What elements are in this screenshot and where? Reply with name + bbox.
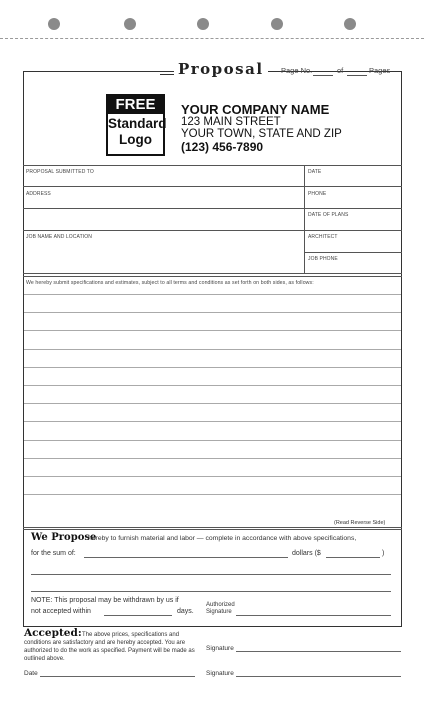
acceptance-signature-label: Signature (206, 645, 234, 652)
perforation-line (0, 38, 424, 39)
days-line[interactable] (104, 615, 172, 616)
authorized-label: Authorized (206, 602, 235, 608)
spec-rule-line[interactable] (24, 312, 401, 313)
accepted-heading: Accepted: (24, 627, 82, 639)
acceptance-text: The above prices, specifications and conditions are satisfactory and are hereby accepted. You are authorized to do the work as specified. Payment will be made as outlined above. (24, 632, 195, 662)
grid-divider (304, 165, 305, 273)
address-label: ADDRESS (26, 191, 51, 197)
job-name-label: JOB NAME AND LOCATION (26, 234, 92, 240)
sum-words-line[interactable] (84, 557, 288, 558)
grid-line (23, 273, 402, 274)
grid-line (304, 252, 402, 253)
date-of-plans-label: DATE OF PLANS (308, 212, 349, 218)
grid-line (23, 208, 402, 209)
read-reverse-note: (Read Reverse Side) (334, 520, 386, 526)
logo-standard-text (108, 116, 167, 148)
logo-free-text: FREE (108, 96, 163, 114)
form-title: Proposal (174, 60, 268, 78)
phone-label: PHONE (308, 191, 327, 197)
authorized-signature-line[interactable] (236, 615, 391, 616)
propose-line[interactable] (31, 574, 391, 575)
punch-hole (48, 18, 60, 30)
date-label: DATE (308, 169, 322, 175)
we-propose-heading: We Propose (31, 532, 97, 543)
spec-rule-line[interactable] (24, 330, 401, 331)
acceptance-date-label: Date (24, 670, 38, 677)
logo-line-logo: Logo (119, 132, 152, 147)
spec-rule-line[interactable] (24, 458, 401, 459)
of-label: of (337, 66, 344, 75)
logo (106, 94, 165, 156)
grid-line (23, 230, 402, 231)
spec-rule-line[interactable] (24, 421, 401, 422)
dollars-amount-line[interactable] (326, 557, 380, 558)
grid-line (23, 527, 402, 528)
page-no-line[interactable] (313, 75, 333, 76)
spec-rule-line[interactable] (24, 349, 401, 350)
we-propose-text: hereby to furnish material and labor — complete in accordance with above specifications, (88, 535, 357, 542)
acceptance-signature-line-2[interactable] (236, 676, 401, 677)
authorized-signature-label: Signature (206, 609, 232, 615)
spec-rule-line[interactable] (24, 476, 401, 477)
spec-rule-line[interactable] (24, 494, 401, 495)
spec-rule-line[interactable] (24, 385, 401, 386)
acceptance-signature-label-2: Signature (206, 670, 234, 677)
logo-line-standard: Standard (108, 116, 167, 131)
punch-hole (344, 18, 356, 30)
title-rule (160, 74, 174, 75)
note-line-2b: days. (177, 608, 194, 615)
job-phone-label: JOB PHONE (308, 256, 338, 262)
acceptance-signature-line[interactable] (236, 651, 401, 652)
dollars-label: dollars ($ (292, 550, 321, 557)
punch-hole (271, 18, 283, 30)
pages-label: Pages (369, 66, 391, 75)
propose-line[interactable] (31, 591, 391, 592)
page-no-label: Page No. (281, 66, 313, 75)
grid-line (23, 186, 402, 187)
note-line-1: NOTE: This proposal may be withdrawn by us if (31, 597, 179, 604)
spec-rule-line[interactable] (24, 367, 401, 368)
punch-hole (197, 18, 209, 30)
dollars-close: ) (382, 550, 385, 557)
submitted-to-label: PROPOSAL SUBMITTED TO (26, 169, 94, 175)
sum-label: for the sum of: (31, 550, 76, 557)
grid-line (23, 529, 402, 530)
acceptance-date-line[interactable] (40, 676, 195, 677)
company-street: 123 MAIN STREET (181, 116, 281, 128)
spec-rule-line[interactable] (24, 294, 401, 295)
of-line[interactable] (347, 75, 367, 76)
grid-line (23, 276, 402, 277)
grid-line (23, 165, 402, 166)
spec-rule-line[interactable] (24, 440, 401, 441)
specs-intro: We hereby submit specifications and estimates, subject to all terms and conditions as set forth on both sides, as follows: (26, 280, 314, 286)
architect-label: ARCHITECT (308, 234, 338, 240)
note-line-2a: not accepted within (31, 608, 91, 615)
company-city: YOUR TOWN, STATE AND ZIP (181, 128, 342, 140)
company-name: YOUR COMPANY NAME (181, 102, 330, 117)
spec-rule-line[interactable] (24, 403, 401, 404)
punch-hole (124, 18, 136, 30)
company-phone: (123) 456-7890 (181, 140, 264, 154)
